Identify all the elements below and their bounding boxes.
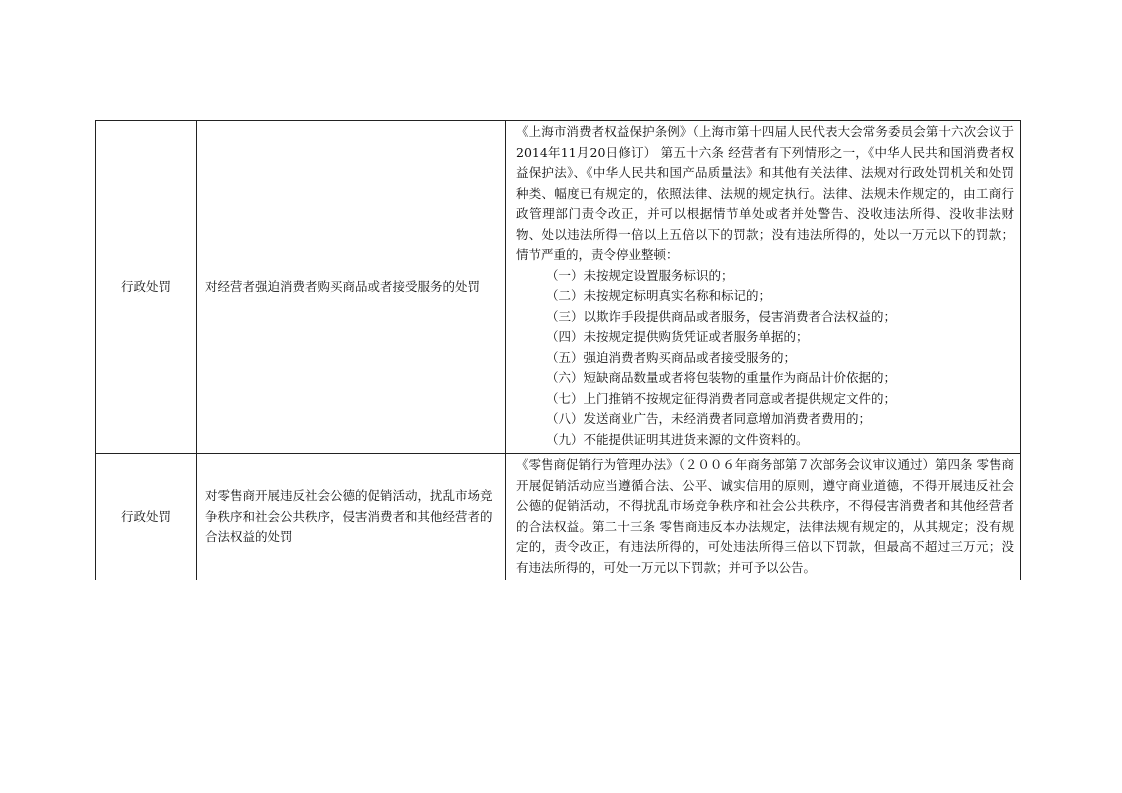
list-item: （四）未按规定提供购货凭证或者服务单据的； <box>546 329 809 344</box>
list-item: （五）强迫消费者购买商品或者接受服务的； <box>546 349 797 365</box>
list-item: （二）未按规定标明真实名称和标记的； <box>546 288 772 303</box>
list-item: （九）不能提供证明其进货来源的文件资料的。 <box>546 431 809 447</box>
penalty-subject-cell: 对经营者强迫消费者购买商品或者接受服务的处罚 <box>197 121 506 454</box>
violation-list <box>516 266 1014 451</box>
legal-basis-text: 《上海市消费者权益保护条例》（上海市第十四届人民代表大会常务委员会第十六次会议于2014年11月20日修订） 第五十六条 经营者有下列情形之一，《中华人民共和国消费者权益保护法》、《中华人民共和国产品质量法》和其他有关法律、法规对行政处罚机关和处罚种类、幅度已有规定的，依照法律、法规的规定执行。法律、法规未作规定的，由工商行政管理部门责令改正，并可以根据情节单处或者并处警告、没收违法所得、没收非法财物、处以违法所得一倍以上五倍以下的罚款；没有违法所得的，处以一万元以下的罚款；情节严重的，责令停业整顿： <box>516 124 1014 262</box>
penalty-table <box>95 120 1021 580</box>
list-item: （三）以欺诈手段提供商品或者服务，侵害消费者合法权益的； <box>546 308 897 324</box>
list-item: （七）上门推销不按规定征得消费者同意或者提供规定文件的； <box>546 390 897 406</box>
legal-basis-cell <box>506 121 1021 454</box>
penalty-subject-cell: 对零售商开展违反社会公德的促销活动，扰乱市场竞争秩序和社会公共秩序，侵害消费者和其他经营者的合法权益的处罚 <box>197 454 506 580</box>
list-item: （八）发送商业广告，未经消费者同意增加消费者费用的； <box>546 411 872 426</box>
list-item: （一）未按规定设置服务标识的； <box>546 267 734 283</box>
penalty-type-cell: 行政处罚 <box>96 454 197 580</box>
legal-basis-text: 《零售商促销行为管理办法》（２００６年商务部第７次部务会议审议通过）第四条 零售商开展促销活动应当遵循合法、公平、诚实信用的原则，遵守商业道德，不得开展违反社会公德的促销活动，不得扰乱市场竞争秩序和社会公共秩序，不得侵害消费者和其他经营者的合法权益。第二十三条 零售商违反本办法规定，法律法规有规定的，从其规定；没有规定的，责令改正，有违法所得的，可处违法所得三倍以下罚款，但最高不超过三万元；没有违法所得的，可处一万元以下罚款；并可予以公告。 <box>516 457 1014 575</box>
table-row <box>96 454 1021 580</box>
list-item: （六）短缺商品数量或者将包装物的重量作为商品计价依据的； <box>546 370 897 385</box>
table-row <box>96 121 1021 454</box>
penalty-type-cell: 行政处罚 <box>96 121 197 454</box>
legal-basis-cell <box>506 454 1021 580</box>
